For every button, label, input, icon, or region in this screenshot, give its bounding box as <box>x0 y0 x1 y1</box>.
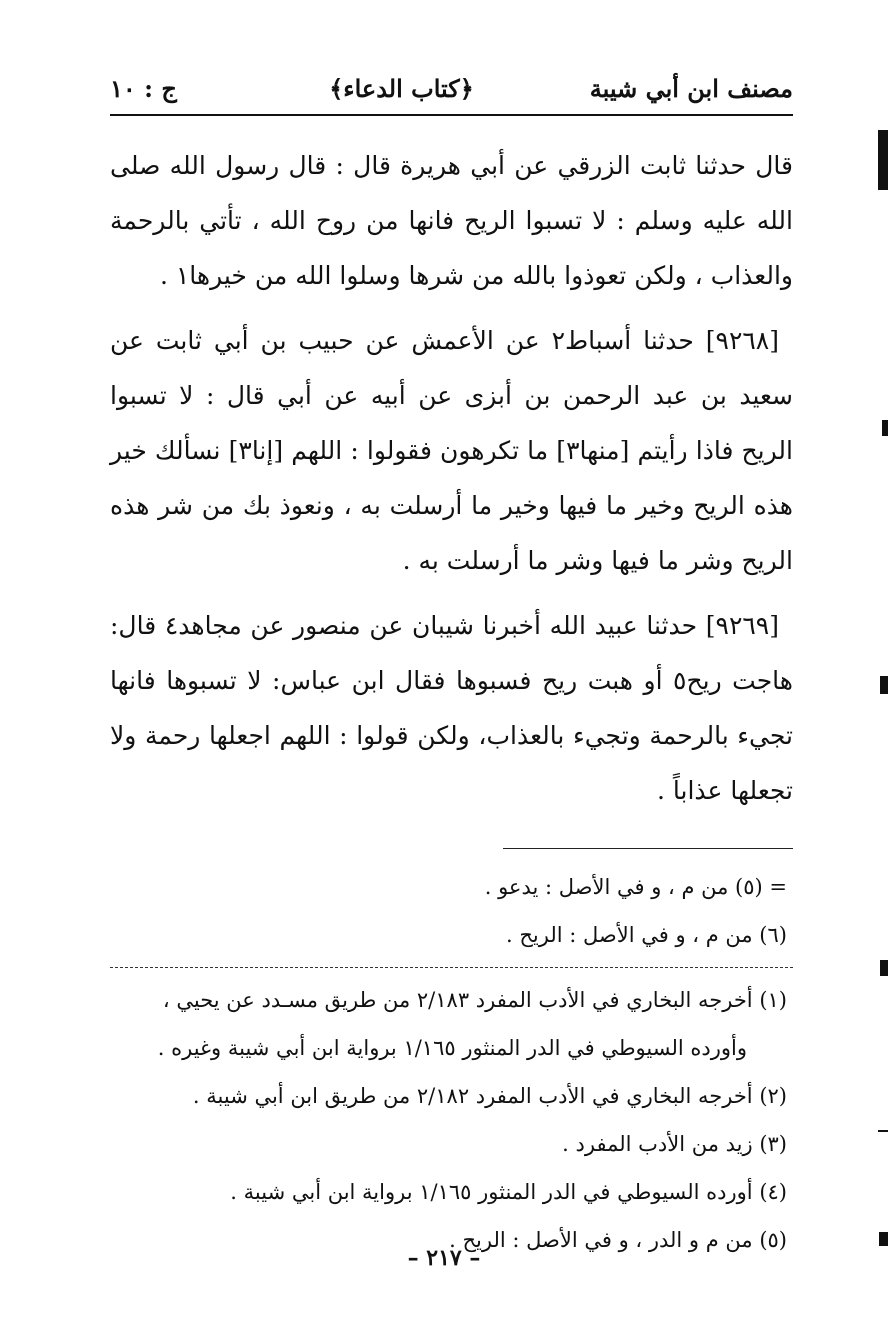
footnote-prev-5: = (٥) من م ، و في الأصل : يدعو . <box>484 875 787 899</box>
footnote-separator <box>503 848 793 849</box>
footnote-2: (٢) أخرجه البخاري في الأدب المفرد ٢/١٨٢ من طريق ابن أبي شيبة . <box>192 1084 787 1108</box>
previous-page-notes <box>110 863 793 959</box>
footnote-prev-6: (٦) من م ، و في الأصل : الريح . <box>506 923 787 947</box>
footnote-1-continued: وأورده السيوطي في الدر المنثور ١/١٦٥ برواية ابن أبي شيبة وغيره . <box>157 1036 747 1060</box>
footnote-4: (٤) أورده السيوطي في الدر المنثور ١/١٦٥ برواية ابن أبي شيبة . <box>230 1180 787 1204</box>
page-number: – ٢١٧ – <box>407 1245 481 1271</box>
hadith-9268: [٩٢٦٨] حدثنا أسباط٢ عن الأعمش عن حبيب بن أبي ثابت عن سعيد بن عبد الرحمن بن أبزى عن أبيه عن أبي قال : لا تسبوا الريح فاذا رأيتم [منها٣] ما تكرهون فقولوا : اللهم [إنا٣] نسألك خير هذه الريح وخير ما فيها وخير ما أرسلت به ، ونعوذ بك من شر هذه الريح وشر ما فيها وشر ما أرسلت به . <box>110 326 793 575</box>
footnote-3: (٣) زيد من الأدب المفرد . <box>562 1132 787 1156</box>
footnote-divider <box>110 967 793 968</box>
volume-number: ج : ١٠ <box>110 73 177 103</box>
footnote-5: (٥) من م و الدر ، و في الأصل : الريح . <box>449 1228 787 1252</box>
scan-edge-mark <box>882 420 888 436</box>
scan-edge-mark <box>878 1130 888 1132</box>
main-text <box>110 138 793 818</box>
scan-edge-mark <box>880 960 888 976</box>
footnotes <box>110 863 793 1264</box>
chapter-title: ﴿كتاب الدعاء﴾ <box>329 73 474 103</box>
footnote-1: (١) أخرجه البخاري في الأدب المفرد ٢/١٨٣ من طريق مسـدد عن يحيي ، <box>162 988 787 1012</box>
scan-edge-mark <box>879 1232 888 1246</box>
page <box>110 62 793 1264</box>
scan-edge-mark <box>878 130 888 190</box>
scan-edge-mark <box>880 676 888 694</box>
current-page-notes <box>110 976 793 1264</box>
hadith-9269: [٩٢٦٩] حدثنا عبيد الله أخبرنا شيبان عن منصور عن مجاهد٤ قال: هاجت ريح٥ أو هبت ريح فسبوها فقال ابن عباس: لا تسبوها فانها تجيء بالرحمة وتجيء بالعذاب، ولكن قولوا : اللهم اجعلها رحمة ولا تجعلها عذاباً . <box>110 611 793 805</box>
page-header <box>110 62 793 116</box>
book-title: مصنف ابن أبي شيبة <box>589 73 793 103</box>
paragraph-continuation: قال حدثنا ثابت الزرقي عن أبي هريرة قال : قال رسول الله صلى الله عليه وسلم : لا تسبوا الريح فانها من روح الله ، تأتي بالرحمة والعذاب ، ولكن تعوذوا بالله من شرها وسلوا الله من خيرها١ . <box>110 151 793 290</box>
